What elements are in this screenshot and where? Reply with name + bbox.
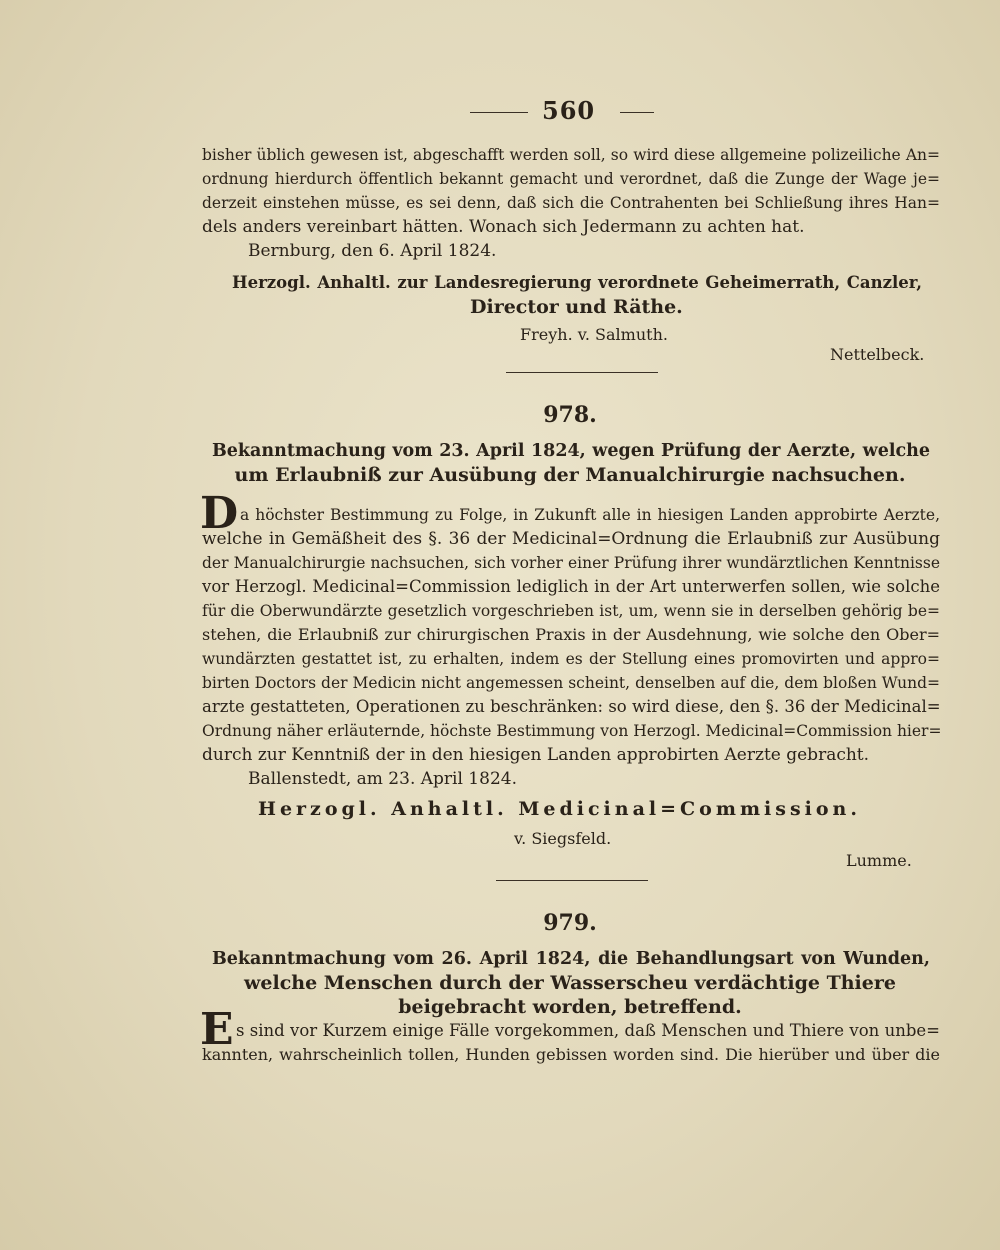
section-number: 978. <box>543 402 597 428</box>
section-title: Bekanntmachung vom 23. April 1824, wegen Prüfung der Aerzte, welche <box>212 441 930 461</box>
section-number: 979. <box>543 910 597 936</box>
header-rule-left <box>470 112 528 113</box>
issuing-authority: Director und Räthe. <box>470 296 683 318</box>
section-title: Bekanntmachung vom 26. April 1824, die Behandlungsart von Wunden, <box>212 949 930 969</box>
paragraph-line: derzeit einstehen müsse, es sei denn, daß sich die Contrahenten bei Schließung ihres Han= <box>202 194 940 212</box>
section-divider <box>496 880 648 881</box>
signature: v. Siegsfeld. <box>514 829 612 848</box>
paragraph-line: wundärzten gestattet ist, zu erhalten, indem es der Stellung eines promovirten und appro= <box>202 650 940 668</box>
section-title: um Erlaubniß zur Ausübung der Manualchirurgie nachsuchen. <box>234 464 906 486</box>
paragraph-line: vor Herzogl. Medicinal=Commission lediglich in der Art unterwerfen sollen, wie solche <box>202 577 940 596</box>
paragraph-line: ordnung hierdurch öffentlich bekannt gemacht und verordnet, daß die Zunge der Wage je= <box>202 170 940 188</box>
signature: Nettelbeck. <box>830 345 925 364</box>
paragraph-line: kannten, wahrscheinlich tollen, Hunden gebissen worden sind. Die hierüber und über die <box>202 1045 940 1064</box>
section-divider <box>506 372 658 373</box>
paragraph-line: birten Doctors der Medicin nicht angemessen scheint, denselben auf die, dem bloßen Wund= <box>202 674 940 692</box>
paragraph-line: bisher üblich gewesen ist, abgeschafft werden soll, so wird diese allgemeine polizeiliche An= <box>202 146 940 164</box>
paragraph-line: der Manualchirurgie nachsuchen, sich vorher einer Prüfung ihrer wundärztlichen Kenntnisse <box>202 554 940 572</box>
issuing-authority: Herzogl. Anhaltl. Medicinal=Commission. <box>258 798 861 820</box>
paragraph-line: s sind vor Kurzem einige Fälle vorgekommen, daß Menschen und Thiere von unbe= <box>236 1021 940 1040</box>
page-header <box>0 96 1000 126</box>
section-title: beigebracht worden, betreffend. <box>398 996 742 1018</box>
signature: Freyh. v. Salmuth. <box>520 325 668 344</box>
paragraph-line: dels anders vereinbart hätten. Wonach sich Jedermann zu achten hat. <box>202 217 805 237</box>
paragraph-line: a höchster Bestimmung zu Folge, in Zukunft alle in hiesigen Landen approbirte Aerzte, <box>240 506 940 524</box>
paragraph-line: für die Oberwundärzte gesetzlich vorgeschrieben ist, um, wenn sie in derselben gehörig be= <box>202 602 940 620</box>
paragraph-line: durch zur Kenntniß der in den hiesigen Landen approbirten Aerzte gebracht. <box>202 745 870 765</box>
signature: Lumme. <box>846 851 912 870</box>
section-title: welche Menschen durch der Wasserscheu verdächtige Thiere <box>244 972 896 994</box>
place-date: Ballenstedt, am 23. April 1824. <box>248 769 517 789</box>
paragraph-line: Ordnung näher erläuternde, höchste Bestimmung von Herzogl. Medicinal=Commission hier= <box>202 722 942 740</box>
issuing-authority: Herzogl. Anhaltl. zur Landesregierung verordnete Geheimerrath, Canzler, <box>232 273 922 292</box>
paragraph-line: welche in Gemäßheit des §. 36 der Medicinal=Ordnung die Erlaubniß zur Ausübung <box>202 529 940 549</box>
drop-cap: E <box>200 1004 234 1055</box>
header-rule-right <box>620 112 654 113</box>
paragraph-line: arzte gestatteten, Operationen zu beschränken: so wird diese, den §. 36 der Medicinal= <box>202 697 941 716</box>
place-date: Bernburg, den 6. April 1824. <box>248 241 497 261</box>
paragraph-line: stehen, die Erlaubniß zur chirurgischen Praxis in der Ausdehnung, wie solche den Ober= <box>202 625 940 644</box>
drop-cap: D <box>200 488 239 539</box>
page-number: 560 <box>542 96 596 125</box>
